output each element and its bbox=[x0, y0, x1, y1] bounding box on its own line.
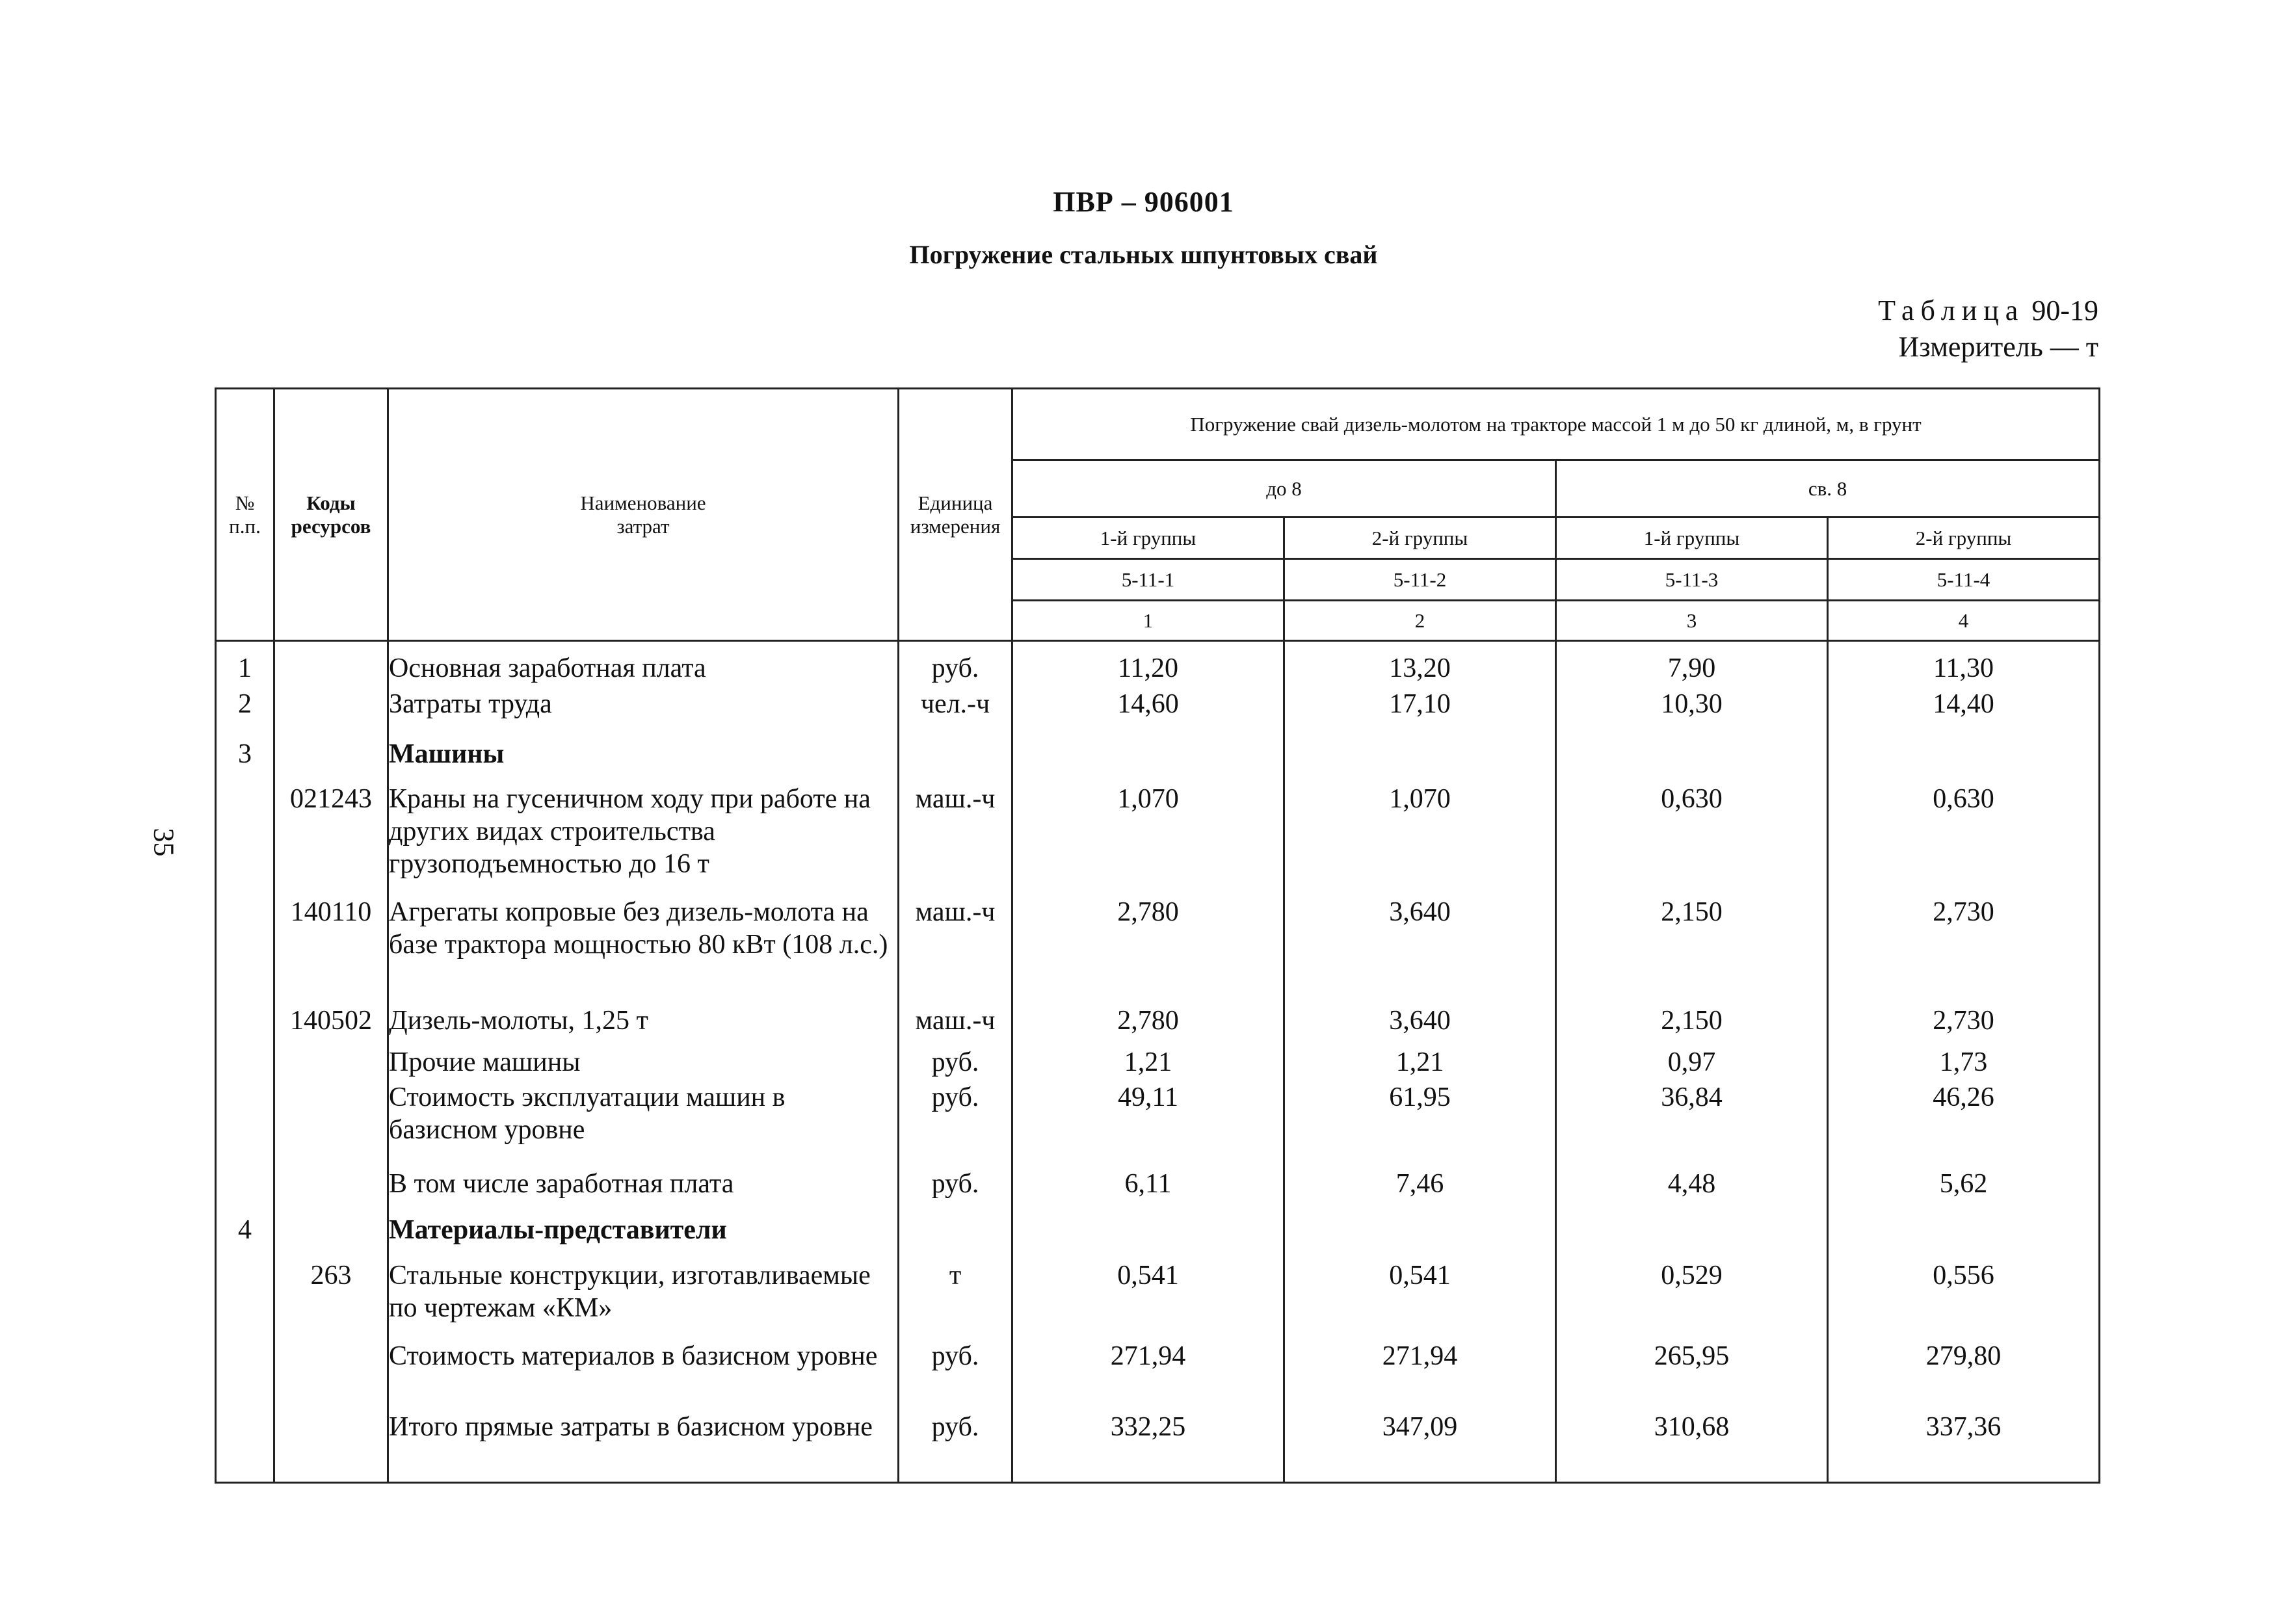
cost-name: Итого прямые затраты в базисном уровне bbox=[388, 1403, 899, 1483]
unit: руб. bbox=[899, 641, 1012, 688]
unit: маш.-ч bbox=[899, 999, 1012, 1041]
value-col-3 bbox=[1556, 724, 1828, 774]
cost-name: Прочие машины bbox=[388, 1041, 899, 1081]
unit: чел.-ч bbox=[899, 688, 1012, 724]
value-col-4: 11,30 bbox=[1828, 641, 2100, 688]
value-col-4: 337,36 bbox=[1828, 1403, 2100, 1483]
cost-name: Затраты труда bbox=[388, 688, 899, 724]
value-col-4: 14,40 bbox=[1828, 688, 2100, 724]
row-number bbox=[216, 999, 274, 1041]
row-number bbox=[216, 1041, 274, 1081]
value-col-2: 271,94 bbox=[1284, 1331, 1556, 1403]
value-col-1 bbox=[1012, 1206, 1284, 1249]
col-header-code-4: 5-11-4 bbox=[1828, 559, 2100, 601]
value-col-1: 6,11 bbox=[1012, 1156, 1284, 1206]
table-row bbox=[216, 999, 2100, 1041]
value-col-1: 2,780 bbox=[1012, 999, 1284, 1041]
col-header-code-1: 5-11-1 bbox=[1012, 559, 1284, 601]
value-col-4: 1,73 bbox=[1828, 1041, 2100, 1081]
row-number bbox=[216, 1403, 274, 1483]
cost-name: Стальные конструкции, изготавливаемые по чертежам «КМ» bbox=[388, 1249, 899, 1331]
col-header-soil-3: 1-й группы bbox=[1556, 517, 1828, 559]
value-col-4: 5,62 bbox=[1828, 1156, 2100, 1206]
resource-code: 140502 bbox=[274, 999, 388, 1041]
row-number bbox=[216, 888, 274, 999]
value-col-1: 11,20 bbox=[1012, 641, 1284, 688]
resource-code bbox=[274, 1081, 388, 1156]
value-col-1: 1,070 bbox=[1012, 774, 1284, 888]
table-row bbox=[216, 888, 2100, 999]
col-header-index-3: 3 bbox=[1556, 601, 1828, 641]
unit bbox=[899, 1206, 1012, 1249]
table-row bbox=[216, 641, 2100, 688]
table-row bbox=[216, 1206, 2100, 1249]
table-row bbox=[216, 1331, 2100, 1403]
value-col-3: 265,95 bbox=[1556, 1331, 1828, 1403]
col-header-soil-4: 2-й группы bbox=[1828, 517, 2100, 559]
col-header-group: Погружение свай дизель-молотом на тракторе массой 1 м до 50 кг длиной, м, в грунт bbox=[1012, 389, 2100, 460]
cost-name: Агрегаты копровые без дизель-молота на базе трактора мощностью 80 кВт (108 л.с.) bbox=[388, 888, 899, 999]
value-col-1: 2,780 bbox=[1012, 888, 1284, 999]
col-header-soil-2: 2-й группы bbox=[1284, 517, 1556, 559]
value-col-4: 2,730 bbox=[1828, 999, 2100, 1041]
value-col-2: 3,640 bbox=[1284, 888, 1556, 999]
table-row bbox=[216, 1081, 2100, 1156]
value-col-4: 0,630 bbox=[1828, 774, 2100, 888]
row-number bbox=[216, 1081, 274, 1156]
value-col-4: 0,556 bbox=[1828, 1249, 2100, 1331]
col-header-unit: Единица измерения bbox=[899, 389, 1012, 641]
table-body bbox=[216, 641, 2100, 1483]
value-col-3: 310,68 bbox=[1556, 1403, 1828, 1483]
unit: руб. bbox=[899, 1403, 1012, 1483]
value-col-3: 0,529 bbox=[1556, 1249, 1828, 1331]
value-col-3: 2,150 bbox=[1556, 999, 1828, 1041]
cost-name: Дизель-молоты, 1,25 т bbox=[388, 999, 899, 1041]
page-number: 35 bbox=[148, 828, 180, 857]
table-word: Таблица bbox=[1878, 295, 2025, 326]
col-header-index-1: 1 bbox=[1012, 601, 1284, 641]
value-col-4 bbox=[1828, 1206, 2100, 1249]
cost-name: Машины bbox=[388, 724, 899, 774]
value-col-2: 1,070 bbox=[1284, 774, 1556, 888]
resource-code bbox=[274, 1403, 388, 1483]
table-row bbox=[216, 724, 2100, 774]
unit bbox=[899, 724, 1012, 774]
value-col-2: 61,95 bbox=[1284, 1081, 1556, 1156]
resource-code bbox=[274, 1331, 388, 1403]
value-col-3: 0,97 bbox=[1556, 1041, 1828, 1081]
col-header-length-b: св. 8 bbox=[1556, 460, 2100, 517]
cost-table bbox=[215, 387, 2100, 1484]
value-col-3 bbox=[1556, 1206, 1828, 1249]
value-col-2: 17,10 bbox=[1284, 688, 1556, 724]
cost-name: В том числе заработная плата bbox=[388, 1156, 899, 1206]
row-number: 1 bbox=[216, 641, 274, 688]
resource-code: 021243 bbox=[274, 774, 388, 888]
resource-code: 140110 bbox=[274, 888, 388, 999]
value-col-4: 2,730 bbox=[1828, 888, 2100, 999]
value-col-3: 36,84 bbox=[1556, 1081, 1828, 1156]
row-number bbox=[216, 1156, 274, 1206]
table-label bbox=[1878, 293, 2098, 365]
row-number: 2 bbox=[216, 688, 274, 724]
value-col-4: 279,80 bbox=[1828, 1331, 2100, 1403]
document-code: ПВР – 906001 bbox=[1053, 186, 1234, 218]
resource-code bbox=[274, 1156, 388, 1206]
resource-code bbox=[274, 641, 388, 688]
value-col-2: 347,09 bbox=[1284, 1403, 1556, 1483]
col-header-code-2: 5-11-2 bbox=[1284, 559, 1556, 601]
measure-unit: Измеритель — т bbox=[1898, 331, 2098, 363]
resource-code bbox=[274, 688, 388, 724]
row-number: 4 bbox=[216, 1206, 274, 1249]
value-col-2: 7,46 bbox=[1284, 1156, 1556, 1206]
value-col-3: 2,150 bbox=[1556, 888, 1828, 999]
value-col-1: 1,21 bbox=[1012, 1041, 1284, 1081]
value-col-1 bbox=[1012, 724, 1284, 774]
cost-name: Краны на гусеничном ходу при работе на других видах строительства грузоподъемностью до 16 т bbox=[388, 774, 899, 888]
col-header-index-2: 2 bbox=[1284, 601, 1556, 641]
value-col-4: 46,26 bbox=[1828, 1081, 2100, 1156]
col-header-code-3: 5-11-3 bbox=[1556, 559, 1828, 601]
resource-code bbox=[274, 1041, 388, 1081]
cost-name: Материалы-представители bbox=[388, 1206, 899, 1249]
cost-name: Основная заработная плата bbox=[388, 641, 899, 688]
resource-code bbox=[274, 1206, 388, 1249]
unit: руб. bbox=[899, 1331, 1012, 1403]
col-header-codes: Коды ресурсов bbox=[274, 389, 388, 641]
value-col-2: 0,541 bbox=[1284, 1249, 1556, 1331]
table-row bbox=[216, 1249, 2100, 1331]
table-row bbox=[216, 774, 2100, 888]
value-col-2 bbox=[1284, 724, 1556, 774]
value-col-4 bbox=[1828, 724, 2100, 774]
value-col-1: 271,94 bbox=[1012, 1331, 1284, 1403]
table-number: 90-19 bbox=[2031, 295, 2098, 326]
table-row bbox=[216, 688, 2100, 724]
value-col-3: 4,48 bbox=[1556, 1156, 1828, 1206]
unit: маш.-ч bbox=[899, 888, 1012, 999]
col-header-length-a: до 8 bbox=[1012, 460, 1556, 517]
unit: руб. bbox=[899, 1156, 1012, 1206]
value-col-1: 14,60 bbox=[1012, 688, 1284, 724]
resource-code: 263 bbox=[274, 1249, 388, 1331]
cost-name: Стоимость материалов в базисном уровне bbox=[388, 1331, 899, 1403]
unit: маш.-ч bbox=[899, 774, 1012, 888]
row-number bbox=[216, 1331, 274, 1403]
value-col-2: 3,640 bbox=[1284, 999, 1556, 1041]
table-row bbox=[216, 1403, 2100, 1483]
cost-name: Стоимость эксплуатации машин в базисном уровне bbox=[388, 1081, 899, 1156]
unit: руб. bbox=[899, 1081, 1012, 1156]
table-header bbox=[216, 389, 2100, 641]
col-header-name: Наименование затрат bbox=[388, 389, 899, 641]
value-col-1: 0,541 bbox=[1012, 1249, 1284, 1331]
value-col-3: 10,30 bbox=[1556, 688, 1828, 724]
table-row bbox=[216, 1041, 2100, 1081]
resource-code bbox=[274, 724, 388, 774]
value-col-2 bbox=[1284, 1206, 1556, 1249]
col-header-index-4: 4 bbox=[1828, 601, 2100, 641]
unit: руб. bbox=[899, 1041, 1012, 1081]
value-col-2: 1,21 bbox=[1284, 1041, 1556, 1081]
col-header-soil-1: 1-й группы bbox=[1012, 517, 1284, 559]
row-number: 3 bbox=[216, 724, 274, 774]
value-col-2: 13,20 bbox=[1284, 641, 1556, 688]
unit: т bbox=[899, 1249, 1012, 1331]
value-col-1: 49,11 bbox=[1012, 1081, 1284, 1156]
col-header-num: № п.п. bbox=[216, 389, 274, 641]
row-number bbox=[216, 1249, 274, 1331]
value-col-3: 0,630 bbox=[1556, 774, 1828, 888]
value-col-3: 7,90 bbox=[1556, 641, 1828, 688]
document-title: Погружение стальных шпунтовых свай bbox=[909, 240, 1378, 269]
table-row bbox=[216, 1156, 2100, 1206]
row-number bbox=[216, 774, 274, 888]
value-col-1: 332,25 bbox=[1012, 1403, 1284, 1483]
